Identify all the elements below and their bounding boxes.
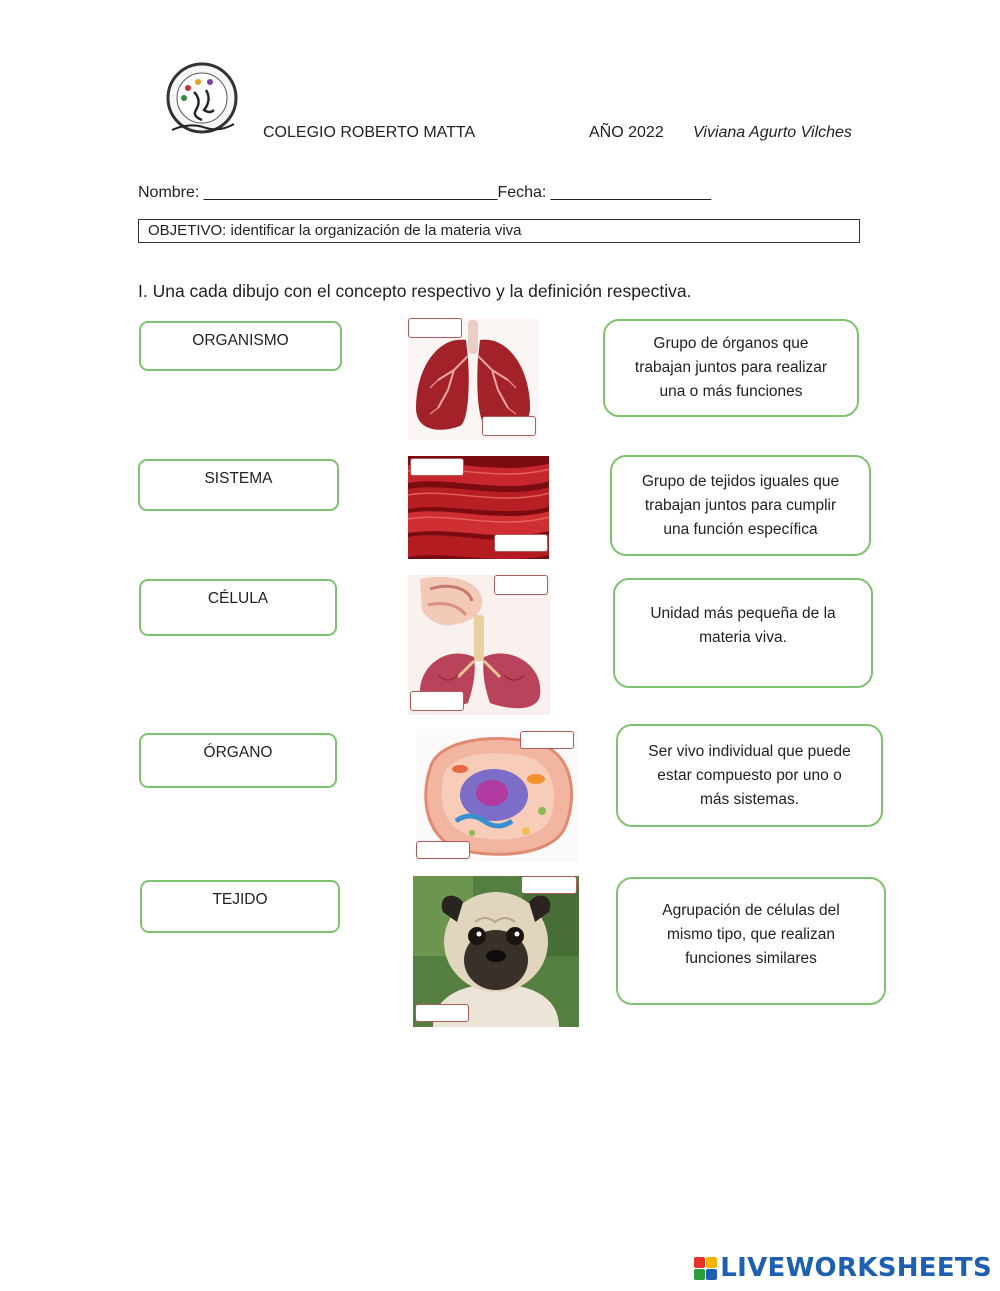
definition-box-1: [603, 319, 859, 417]
definition-line: una función específica: [663, 520, 818, 538]
answer-dropbox[interactable]: [410, 691, 464, 711]
answer-dropbox[interactable]: [494, 534, 548, 552]
concept-box-organo: ÓRGANO: [139, 733, 337, 788]
definition-box-5: [616, 877, 886, 1005]
definition-line: más sistemas.: [699, 790, 800, 808]
muscle-tissue-image: [408, 456, 549, 559]
answer-dropbox[interactable]: [416, 841, 470, 859]
definition-line: estar compuesto por uno o: [657, 766, 842, 784]
school-name: COLEGIO ROBERTO MATTA: [263, 124, 476, 141]
animal-cell-image: [416, 729, 578, 862]
concept-box-tejido: TEJIDO: [140, 880, 340, 933]
liveworksheets-logo: [694, 1253, 992, 1283]
teacher-name: Viviana Agurto Vilches: [693, 124, 852, 141]
answer-dropbox[interactable]: [415, 1004, 469, 1022]
instruction-text: I. Una cada dibujo con el concepto respectivo y la definición respectiva.: [138, 281, 692, 301]
answer-dropbox[interactable]: [494, 575, 548, 595]
definition-line: una o más funciones: [659, 383, 803, 400]
lungs-image: [408, 318, 538, 440]
concept-box-sistema: SISTEMA: [138, 459, 339, 511]
answer-dropbox[interactable]: [520, 731, 574, 749]
school-year: AÑO 2022: [589, 124, 664, 141]
objective-box: OBJETIVO: identificar la organización de la materia viva: [138, 219, 860, 243]
answer-dropbox[interactable]: [408, 318, 462, 338]
school-logo: [158, 62, 246, 142]
liveworksheets-icon: [694, 1257, 717, 1280]
definition-box-3: [613, 578, 873, 688]
respiratory-system-image: [408, 575, 550, 715]
answer-dropbox[interactable]: [521, 876, 577, 894]
name-date-line: Nombre: _________________________________Fecha: __________________: [138, 184, 711, 201]
definition-line: trabajan juntos para cumplir: [644, 496, 837, 514]
concept-box-celula: CÉLULA: [139, 579, 337, 636]
concept-box-organismo: ORGANISMO: [139, 321, 342, 371]
definition-box-2: [610, 455, 871, 556]
pug-dog-image: [413, 876, 579, 1027]
liveworksheets-brand: LIVEWORKSHEETS: [720, 1253, 992, 1283]
definition-line: materia viva.: [699, 629, 787, 646]
definition-line: trabajan juntos para realizar: [634, 359, 828, 376]
definition-line: Grupo de órganos que: [653, 335, 809, 352]
definition-line: Agrupación de células del: [662, 902, 840, 919]
answer-dropbox[interactable]: [410, 458, 464, 476]
definition-line: Grupo de tejidos iguales que: [641, 472, 840, 490]
definition-line: Ser vivo individual que puede: [648, 742, 851, 760]
definition-line: mismo tipo, que realizan: [666, 926, 835, 943]
definition-line: Unidad más pequeña de la: [650, 605, 836, 622]
definition-box-4: [616, 724, 883, 827]
definition-line: funciones similares: [685, 950, 817, 967]
answer-dropbox[interactable]: [482, 416, 536, 436]
